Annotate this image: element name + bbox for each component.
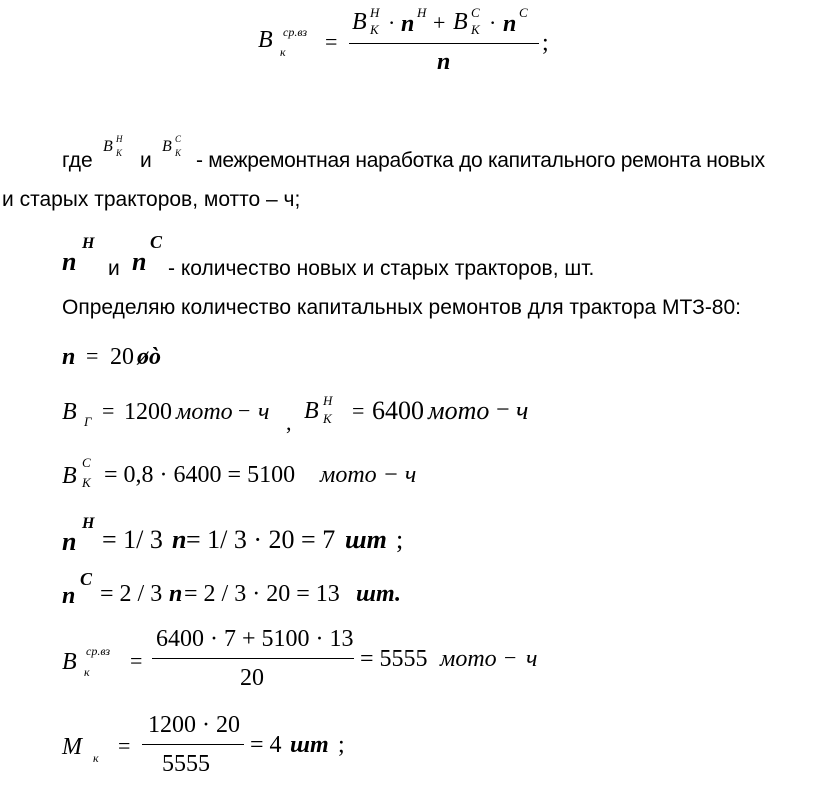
var-n: n: [172, 525, 187, 554]
semicolon: ;: [338, 732, 345, 758]
sup-c: C: [82, 455, 91, 470]
sub-k: K: [471, 22, 480, 37]
sup-c: C: [519, 5, 528, 20]
var-b: B: [62, 649, 77, 675]
var-b: B: [304, 398, 319, 424]
sub-k: K: [323, 411, 332, 426]
sup-srgz: ср.вз: [283, 25, 308, 39]
sup-h: Н: [417, 5, 427, 20]
expression-1: = 2 / 3: [100, 581, 163, 607]
equals-sign: =: [352, 398, 365, 423]
inline-sup-c: C: [175, 134, 182, 144]
var-b: B: [62, 399, 77, 425]
unit-moto: мото: [176, 399, 233, 425]
var-b: B: [62, 463, 77, 489]
var-n: n: [503, 11, 517, 37]
semicolon: ;: [542, 30, 549, 56]
sub-k: к: [280, 45, 286, 59]
numerator: 6400 · 7 + 5100 · 13: [156, 626, 354, 652]
unit-moto: мото: [440, 646, 497, 672]
expression-2: = 2 / 3 · 20 = 13: [184, 581, 340, 607]
sub-k: K: [82, 475, 91, 490]
fraction-bar: [349, 43, 539, 44]
inline-sub-k: K: [175, 148, 182, 158]
minus-sign: −: [238, 398, 251, 423]
var-n: n: [169, 581, 183, 607]
equals-sign: =: [102, 398, 115, 423]
sup-c: C: [471, 5, 480, 20]
sup-h: Н: [82, 515, 95, 532]
var-b: B: [258, 27, 273, 53]
text-definition-line2: и старых тракторов, мотто – ч;: [2, 188, 301, 211]
denominator-n: n: [437, 49, 451, 75]
unit-pcs: øò: [137, 344, 161, 370]
var-n: n: [401, 11, 415, 37]
unit-ch: ч: [258, 399, 270, 425]
sub-k: к: [93, 751, 99, 765]
text-and: и: [140, 149, 152, 172]
var-n: n: [62, 344, 76, 370]
var-n-new: n: [62, 247, 77, 276]
equals-sign: =: [130, 648, 143, 673]
var-b-old: B: [453, 9, 468, 35]
value-6400: 6400: [372, 396, 424, 425]
unit-moto-ch: мото − ч: [320, 462, 417, 488]
text-determine: Определяю количество капитальных ремонтов для трактора МТЗ-80:: [62, 296, 742, 319]
text-gde: где: [62, 149, 93, 172]
inline-sub-k: K: [116, 148, 123, 158]
sup-c: С: [150, 232, 163, 252]
expression: = 0,8 · 6400 = 5100: [104, 462, 296, 488]
text-count: - количество новых и старых тракторов, шт.: [168, 257, 595, 280]
sub-k: к: [84, 665, 90, 679]
equals-sign: =: [325, 29, 338, 54]
dot-sign: ·: [388, 10, 396, 35]
fraction-bar: [152, 658, 354, 659]
sup-h: Н: [370, 5, 380, 20]
fraction-bar: [142, 744, 244, 745]
equals-sign: =: [86, 343, 99, 368]
expression-1: = 1/ 3: [102, 525, 163, 554]
unit-moto: мото: [428, 396, 490, 425]
var-m: M: [62, 734, 82, 760]
var-n: n: [62, 583, 76, 609]
equals-sign: =: [118, 733, 131, 758]
sup-srgz: ср.вз: [86, 644, 111, 658]
result: = 5555: [360, 646, 428, 672]
var-n: n: [62, 527, 77, 556]
var-b-new: B: [352, 9, 367, 35]
sup-h: Н: [82, 235, 95, 252]
unit-pcs: шт: [290, 732, 329, 758]
inline-sup-h: Н: [116, 134, 123, 144]
text-and: и: [108, 257, 120, 280]
inline-b-new: B: [103, 138, 113, 155]
minus-sign: −: [496, 397, 510, 423]
unit-ch: ч: [526, 646, 538, 672]
sub-k: K: [370, 22, 379, 37]
unit-pcs: шт.: [356, 581, 401, 607]
unit-pcs: шт: [345, 525, 387, 554]
denominator: 20: [240, 665, 264, 691]
result: = 4: [250, 732, 282, 758]
plus-sign: +: [433, 10, 446, 35]
expression-2: = 1/ 3 · 20 = 7: [186, 525, 336, 554]
var-n-old: n: [132, 247, 147, 276]
inline-b-old: B: [162, 138, 172, 155]
semicolon: ;: [396, 525, 404, 554]
sup-h: Н: [323, 393, 333, 408]
sup-c: С: [80, 569, 93, 589]
numerator: 1200 · 20: [148, 712, 240, 738]
denominator: 5555: [162, 751, 210, 777]
value-1200: 1200: [124, 399, 172, 425]
minus-sign: −: [504, 645, 517, 670]
value-20: 20: [110, 344, 134, 370]
text-definition: - межремонтная наработка до капитального ремонта новых: [196, 149, 765, 172]
comma: ,: [286, 410, 292, 435]
dot-sign: ·: [489, 10, 497, 35]
sub-g: Г: [84, 414, 92, 429]
unit-ch: ч: [516, 396, 529, 425]
